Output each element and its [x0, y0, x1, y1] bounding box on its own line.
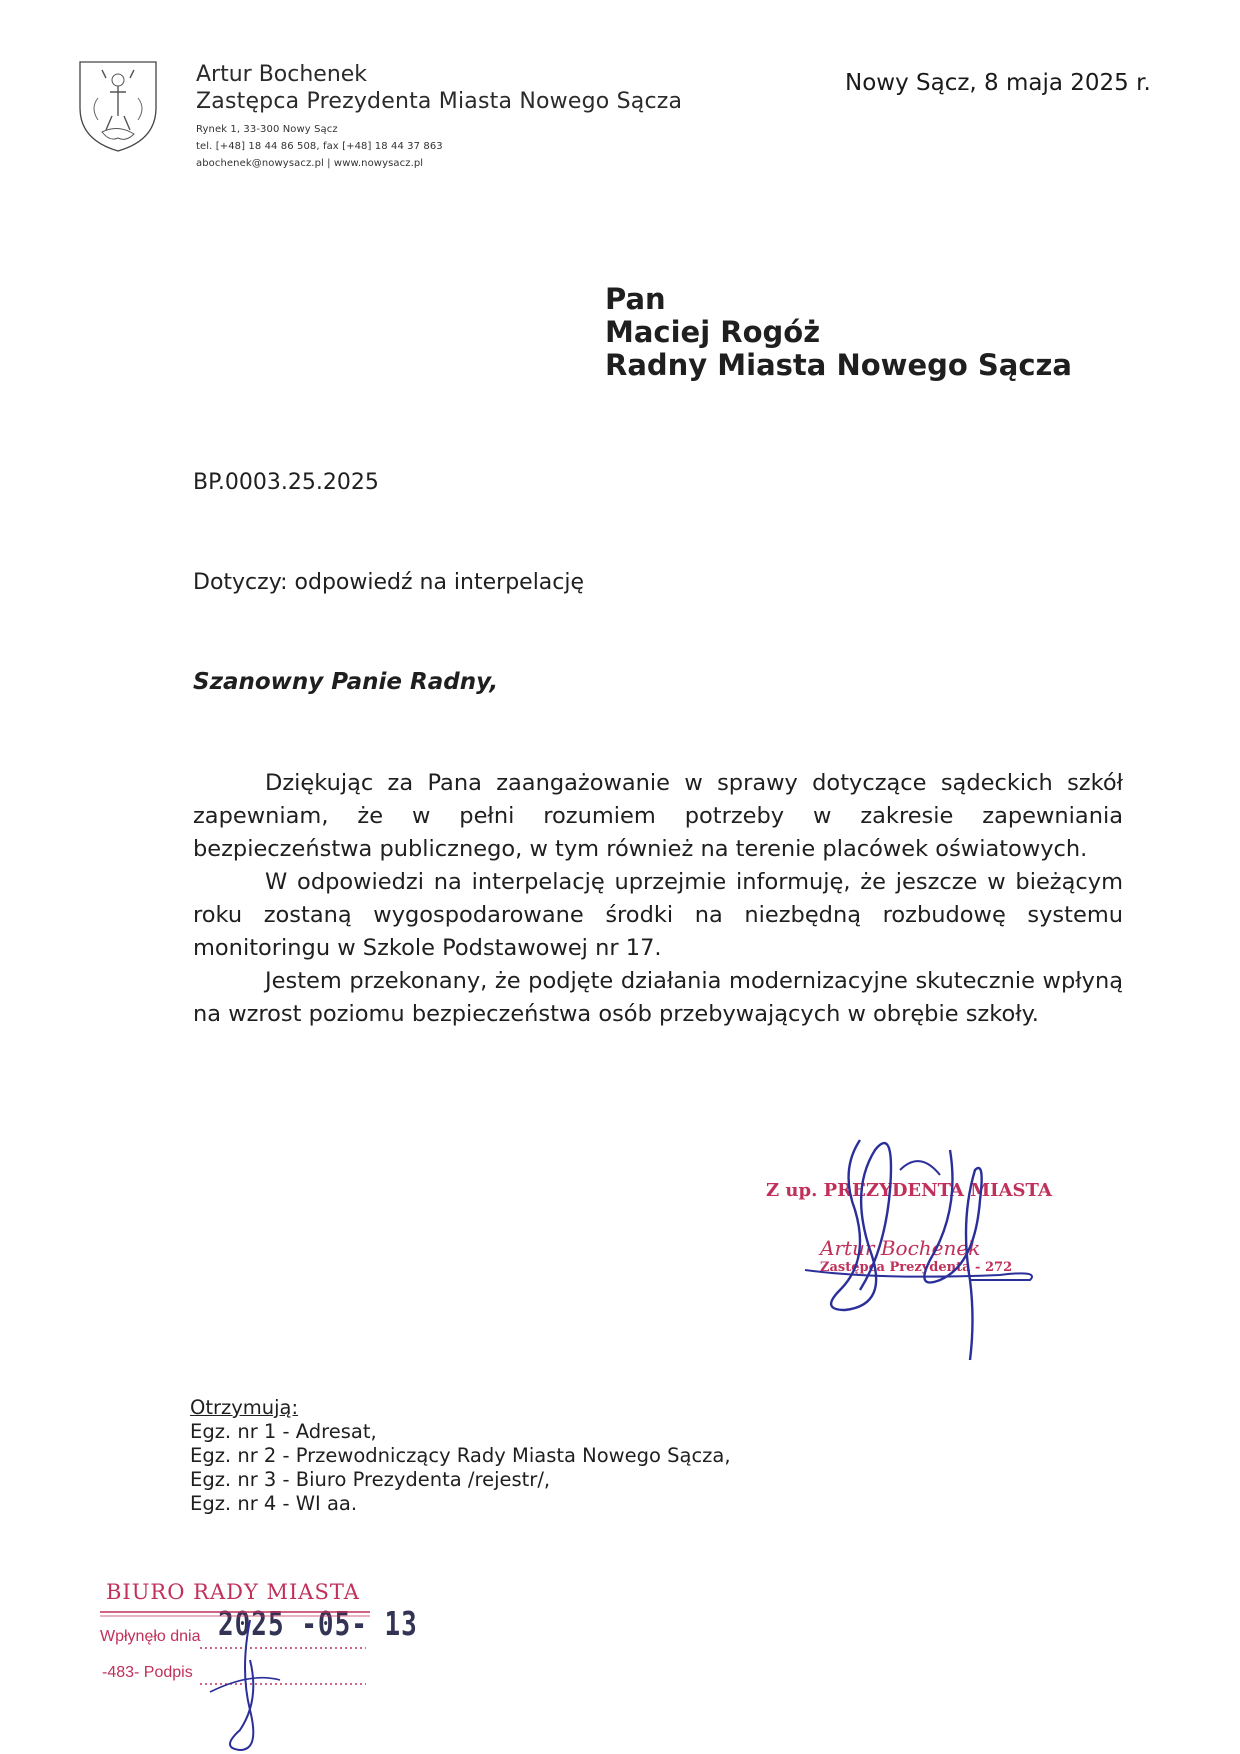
letter-body: [193, 767, 1123, 1031]
recipient-title: Pan: [605, 282, 666, 316]
signature-stamp-role: Zastępca Prezydenta - 272: [820, 1260, 1013, 1275]
distribution-list: [190, 1396, 731, 1516]
recipient-name: Maciej Rogóż: [605, 315, 821, 349]
received-stamp-date-label: Wpłynęło dnia: [100, 1628, 201, 1645]
distribution-title: Otrzymują:: [190, 1396, 299, 1419]
distribution-item: Egz. nr 3 - Biuro Prezydenta /rejestr/,: [190, 1468, 551, 1491]
received-stamp-lines-icon: [90, 1600, 390, 1754]
distribution-item: Egz. nr 2 - Przewodniczący Rady Miasta Nowego Sącza,: [190, 1444, 731, 1467]
sender-phone: tel. [+48] 18 44 86 508, fax [+48] 18 44 37 863: [196, 141, 443, 152]
recipient-role: Radny Miasta Nowego Sącza: [605, 348, 1072, 382]
recipient-block: [605, 283, 1072, 382]
distribution-item: Egz. nr 4 - WI aa.: [190, 1492, 358, 1515]
handwritten-signature-icon: [230, 1620, 253, 1750]
city-coat-of-arms-icon: [76, 58, 160, 154]
received-stamp-date: 2025 -05- 13: [218, 1606, 418, 1644]
sender-role: Zastępca Prezydenta Miasta Nowego Sącza: [196, 89, 683, 114]
received-stamp-signature-label: -483- Podpis: [102, 1664, 193, 1681]
body-paragraph: W odpowiedzi na interpelację uprzejmie informuję, że jeszcze w bieżącym roku zostaną wygospodarowane środki na niezbędną rozbudowę systemu monitoringu w Szkole Podstawowej nr 17.: [193, 869, 1123, 961]
received-stamp-title: BIURO RADY MIASTA: [106, 1580, 360, 1604]
signature-stamp-authority: Z up. PREZYDENTA MIASTA: [766, 1180, 1052, 1201]
subject-line: Dotyczy: odpowiedź na interpelację: [193, 570, 585, 595]
signature-stamp-name: Artur Bochenek: [820, 1236, 981, 1260]
distribution-item: Egz. nr 1 - Adresat,: [190, 1420, 377, 1443]
salutation: Szanowny Panie Radny,: [193, 669, 499, 695]
body-paragraph: Jestem przekonany, że podjęte działania modernizacyjne skutecznie wpłyną na wzrost poziomu bezpieczeństwa osób przebywających w obrębie szkoły.: [193, 968, 1123, 1027]
handwritten-signature-icon: [800, 1130, 1050, 1380]
place-date: Nowy Sącz, 8 maja 2025 r.: [845, 70, 1151, 96]
sender-email-web: abochenek@nowysacz.pl | www.nowysacz.pl: [196, 158, 424, 169]
reference-number: BP.0003.25.2025: [193, 470, 379, 495]
sender-name: Artur Bochenek: [196, 62, 368, 87]
body-paragraph: Dziękując za Pana zaangażowanie w sprawy dotyczące sądeckich szkół zapewniam, że w pełni rozumiem potrzeby w zakresie zapewniania bezpieczeństwa publicznego, w tym również na terenie placówek oświatowych.: [193, 770, 1123, 862]
sender-address: Rynek 1, 33-300 Nowy Sącz: [196, 124, 338, 135]
